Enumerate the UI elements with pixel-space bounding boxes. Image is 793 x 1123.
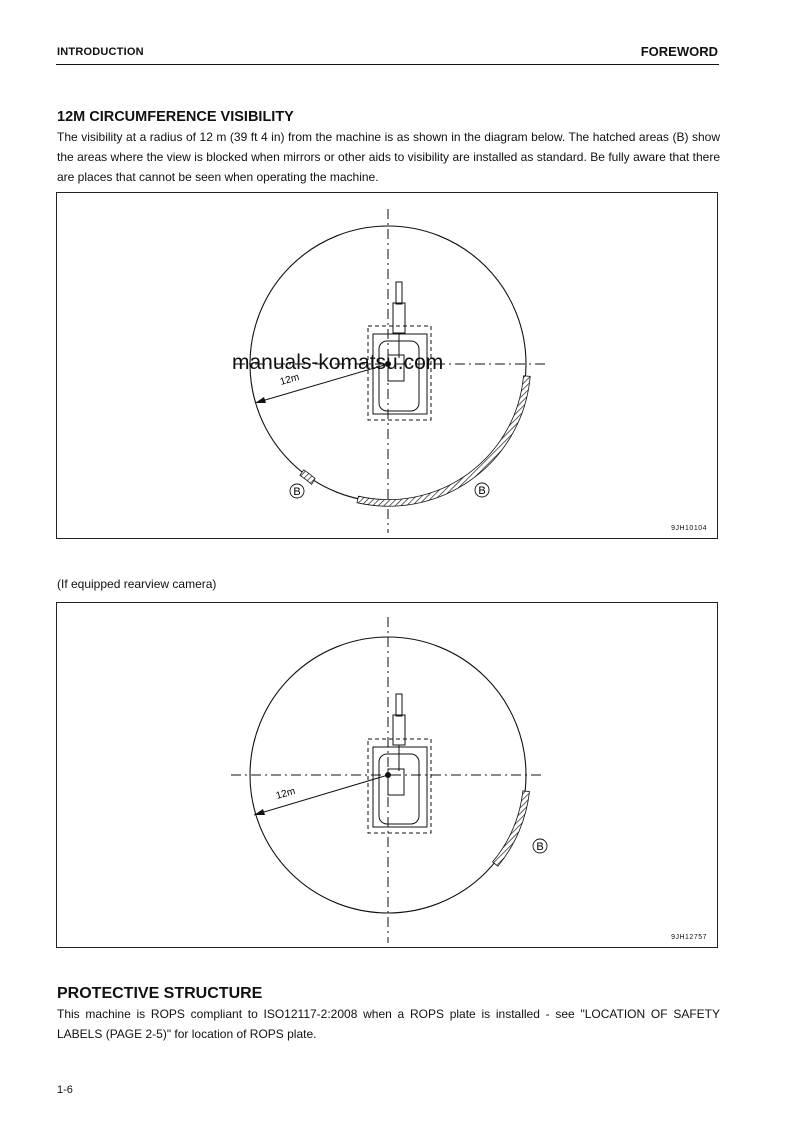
blind-zone-rear-left bbox=[300, 470, 315, 485]
header-rule bbox=[56, 64, 719, 65]
blind-area-label-right bbox=[533, 839, 547, 853]
svg-text:B: B bbox=[478, 485, 486, 497]
radius-arrowhead bbox=[255, 397, 266, 403]
figure-id: 9JH12757 bbox=[671, 934, 707, 941]
section-title-visibility: 12M CIRCUMFERENCE VISIBILITY bbox=[57, 109, 294, 125]
section-body-visibility: The visibility at a radius of 12 m (39 ft 4 in) from the machine is as shown in the diagram below. The hatched areas (B) show the areas where the view is blocked when mirrors or other aids to visibility are installed as standard. Be fully aware that there are places that cannot be seen when operating the machine. bbox=[57, 130, 720, 184]
blind-zone-rear-right bbox=[493, 791, 530, 866]
figure-caption-camera: (If equipped rearview camera) bbox=[57, 577, 217, 591]
radius-label: 12m bbox=[278, 371, 301, 388]
watermark: manuals-komatsu.com bbox=[232, 351, 444, 374]
section-title-protective: PROTECTIVE STRUCTURE bbox=[57, 985, 263, 1002]
visibility-diagram-camera-svg bbox=[57, 603, 719, 949]
radius-arrow bbox=[254, 775, 388, 815]
header-chapter: FOREWORD bbox=[640, 44, 718, 59]
header-section: INTRODUCTION bbox=[57, 46, 144, 58]
blind-area-label-right bbox=[475, 483, 489, 497]
section-body-protective: This machine is ROPS compliant to ISO12117-2:2008 when a ROPS plate is installed - see "LOCATION OF SAFETY LABELS (PAGE 2-5)" for location of ROPS plate. bbox=[57, 1007, 720, 1041]
excavator-top-view bbox=[368, 694, 431, 833]
radius-arrowhead bbox=[254, 809, 265, 815]
blind-area-label-left bbox=[290, 484, 304, 498]
blind-zone-rear-right bbox=[357, 376, 530, 506]
page-number: 1-6 bbox=[57, 1084, 73, 1096]
svg-text:B: B bbox=[536, 841, 544, 853]
svg-text:B: B bbox=[293, 486, 301, 498]
figure-id: 9JH10104 bbox=[671, 525, 707, 532]
radius-label: 12m bbox=[274, 785, 297, 802]
visibility-diagram-camera bbox=[56, 602, 718, 948]
